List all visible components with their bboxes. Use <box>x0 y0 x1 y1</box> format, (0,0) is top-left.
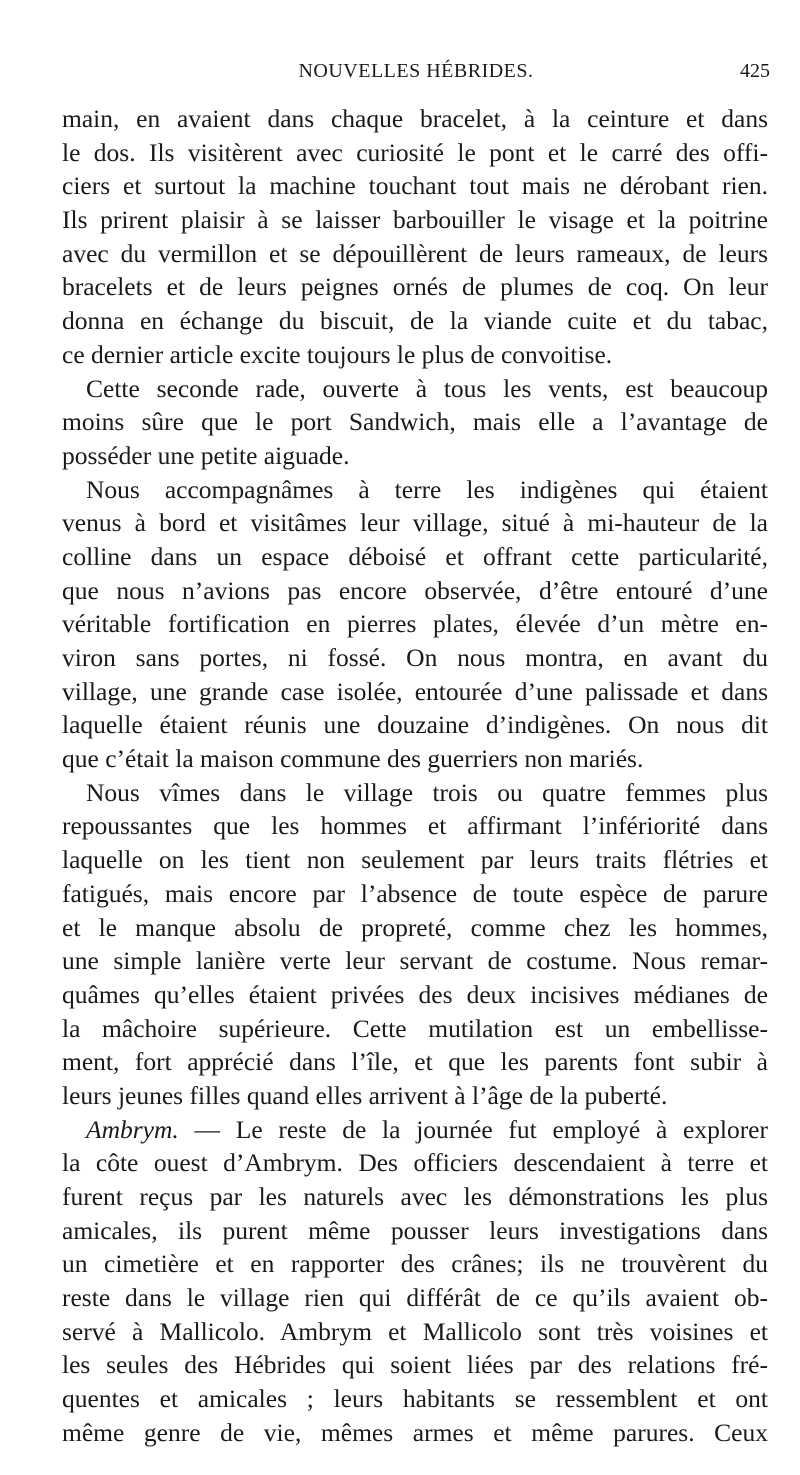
line-text: avec du vermillon et se dépouillèrent de leurs rameaux, de leurs <box>62 238 768 268</box>
line-text: une simple lanière verte leur servant de costume. Nous remar- <box>62 946 768 976</box>
text-line <box>62 506 768 540</box>
text-line <box>62 439 768 473</box>
text-line <box>62 843 768 877</box>
text-line <box>62 304 768 338</box>
line-text: bracelets et de leurs peignes ornés de plumes de coq. On leur <box>62 272 768 302</box>
text-line <box>62 203 768 237</box>
line-text: ment, fort apprécié dans l’île, et que les parents font subir à <box>62 1047 768 1077</box>
text-line <box>62 776 768 810</box>
line-text: Cette seconde rade, ouverte à tous les vents, est beaucoup <box>86 373 768 403</box>
line-text: laquelle étaient réunis une douzaine d’indigènes. On nous dit <box>62 710 768 740</box>
line-text: un cimetière et en rapporter des crânes; ils ne trouvèrent du <box>62 1249 768 1279</box>
text-line <box>62 1180 768 1214</box>
line-text: moins sûre que le port Sandwich, mais elle a l’avantage de <box>62 407 768 437</box>
line-text: reste dans le village rien qui différât de ce qu’ils avaient ob- <box>62 1283 768 1313</box>
text-line <box>62 675 768 709</box>
text-line <box>62 1247 768 1281</box>
line-text: posséder une petite aiguade. <box>62 440 350 470</box>
line-text: Ils prirent plaisir à se laisser barbouiller le visage et la poitrine <box>62 205 768 235</box>
line-text: même genre de vie, mêmes armes et même parures. Ceux <box>62 1417 768 1447</box>
text-line <box>62 102 768 136</box>
line-text: Nous vîmes dans le village trois ou quatre femmes plus <box>86 777 768 807</box>
text-line <box>62 1416 768 1450</box>
text-line <box>62 607 768 641</box>
line-text: servé à Mallicolo. Ambrym et Mallicolo sont très voisines et <box>62 1316 768 1346</box>
text-line <box>62 1012 768 1046</box>
text-line <box>62 237 768 271</box>
text-line <box>62 1214 768 1248</box>
line-text: quâmes qu’elles étaient privées des deux incisives médianes de <box>62 979 768 1009</box>
text-line <box>62 1146 768 1180</box>
page-number: 425 <box>740 60 770 82</box>
line-text: que nous n’avions pas encore observée, d’être entouré d’une <box>62 575 768 605</box>
line-text: la mâchoire supérieure. Cette mutilation est un embellisse- <box>62 1013 768 1043</box>
line-text: amicales, ils purent même pousser leurs investigations dans <box>62 1215 768 1245</box>
text-line <box>62 1079 768 1113</box>
line-text: ciers et surtout la machine touchant tout mais ne dérobant rien. <box>62 171 768 201</box>
line-text: quentes et amicales ; leurs habitants se ressemblent et ont <box>62 1384 768 1414</box>
line-text: laquelle on les tient non seulement par leurs traits flétries et <box>62 845 768 875</box>
text-line <box>62 270 768 304</box>
line-text: le dos. Ils visitèrent avec curiosité le pont et le carré des offi- <box>62 137 768 167</box>
text-line <box>62 809 768 843</box>
line-text: fatigués, mais encore par l’absence de toute espèce de parure <box>62 878 768 908</box>
text-line <box>62 1315 768 1349</box>
line-text: véritable fortification en pierres plates, élevée d’un mètre en- <box>62 609 768 639</box>
line-text: — Le reste de la journée fut employé à explorer <box>194 1114 768 1144</box>
line-text: Nous accompagnâmes à terre les indigènes qui étaient <box>86 474 768 504</box>
running-title: NOUVELLES HÉBRIDES. <box>298 60 534 82</box>
text-line <box>62 1113 768 1147</box>
line-text: viron sans portes, ni fossé. On nous montra, en avant du <box>62 643 768 672</box>
line-text: leurs jeunes filles quand elles arrivent à l’âge de la puberté. <box>62 1080 668 1110</box>
text-line <box>62 405 768 439</box>
text-line <box>62 944 768 978</box>
line-text: donna en échange du biscuit, de la viande cuite et du tabac, <box>62 306 768 336</box>
text-line <box>62 169 768 203</box>
text-line <box>62 877 768 911</box>
text-line <box>62 742 768 776</box>
text-line <box>62 540 768 574</box>
line-text: village, une grande case isolée, entourée d’une palissade et dans <box>62 676 768 706</box>
text-line <box>62 708 768 742</box>
line-text: venus à bord et visitâmes leur village, situé à mi-hauteur de la <box>62 508 768 538</box>
line-text: main, en avaient dans chaque bracelet, à la ceinture et dans <box>62 104 768 133</box>
text-line <box>62 473 768 507</box>
text-line <box>62 1348 768 1382</box>
text-line <box>62 1281 768 1315</box>
line-text: ce dernier article excite toujours le plus de convoitise. <box>62 339 613 369</box>
text-line <box>62 136 768 170</box>
section-heading-italic: Ambrym. <box>86 1114 179 1144</box>
text-line <box>62 372 768 406</box>
line-text: que c’était la maison commune des guerriers non mariés. <box>62 744 644 774</box>
line-text: repoussantes que les hommes et affirmant l’infériorité dans <box>62 811 768 841</box>
line-text: les seules des Hébrides qui soient liées par des relations fré- <box>62 1350 768 1380</box>
text-line <box>62 1045 768 1079</box>
running-head <box>62 60 770 90</box>
text-line <box>62 574 768 608</box>
line-text: la côte ouest d’Ambrym. Des officiers descendaient à terre et <box>62 1148 768 1178</box>
text-line <box>62 911 768 945</box>
text-line <box>62 641 768 675</box>
text-line <box>62 978 768 1012</box>
line-text: colline dans un espace déboisé et offrant cette particularité, <box>62 541 768 571</box>
body-text <box>62 102 768 1450</box>
text-line <box>62 338 768 372</box>
line-text: et le manque absolu de propreté, comme chez les hommes, <box>62 912 768 942</box>
text-line <box>62 1382 768 1416</box>
line-text: furent reçus par les naturels avec les démonstrations les plus <box>62 1182 768 1211</box>
